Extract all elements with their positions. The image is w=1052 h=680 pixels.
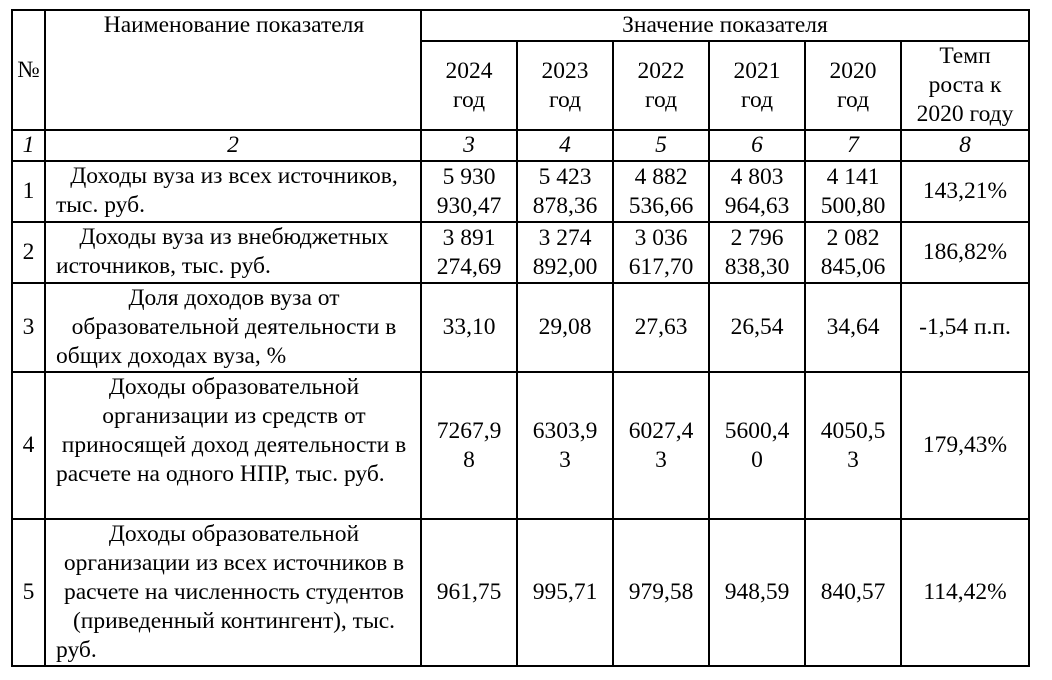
value-cell: 4050,5 3: [805, 372, 901, 519]
row-name: Доходы образовательной организации из средств от приносящей доход деятельности в расчете на одного НПР, тыс. руб.: [45, 372, 421, 519]
column-number: 5: [613, 130, 709, 161]
column-number: 7: [805, 130, 901, 161]
value-cell: 4 141 500,80: [805, 161, 901, 222]
value-cell: 5 930 930,47: [421, 161, 517, 222]
value-cell: 995,71: [517, 519, 613, 666]
header-year-2023: 2023 год: [517, 41, 613, 130]
value-cell: 27,63: [613, 283, 709, 372]
row-number: 5: [12, 519, 45, 666]
value-cell: 4 882 536,66: [613, 161, 709, 222]
value-cell: 2 082 845,06: [805, 222, 901, 283]
header-name: Наименование показателя: [45, 10, 421, 130]
table-row: [12, 222, 1029, 283]
row-number: 3: [12, 283, 45, 372]
value-cell: 7267,9 8: [421, 372, 517, 519]
value-cell: 6027,4 3: [613, 372, 709, 519]
growth-cell: 114,42%: [901, 519, 1029, 666]
row-name: Доля доходов вуза от образовательной деятельности в общих доходах вуза, %: [45, 283, 421, 372]
header-no: №: [12, 10, 45, 130]
value-cell: 4 803 964,63: [709, 161, 805, 222]
growth-cell: -1,54 п.п.: [901, 283, 1029, 372]
header-year-2022: 2022 год: [613, 41, 709, 130]
table-row: [12, 519, 1029, 666]
value-cell: 3 274 892,00: [517, 222, 613, 283]
value-cell: 29,08: [517, 283, 613, 372]
column-number: 1: [12, 130, 45, 161]
column-number: 4: [517, 130, 613, 161]
column-number: 8: [901, 130, 1029, 161]
row-name: Доходы вуза из внебюджетных источников, тыс. руб.: [45, 222, 421, 283]
value-cell: 948,59: [709, 519, 805, 666]
row-number: 2: [12, 222, 45, 283]
table-row: [12, 283, 1029, 372]
header-year-2024: 2024 год: [421, 41, 517, 130]
growth-cell: 179,43%: [901, 372, 1029, 519]
header-year-2021: 2021 год: [709, 41, 805, 130]
row-number: 4: [12, 372, 45, 519]
header-value-group: Значение показателя: [421, 10, 1029, 41]
growth-cell: 143,21%: [901, 161, 1029, 222]
column-number: 3: [421, 130, 517, 161]
value-cell: 6303,9 3: [517, 372, 613, 519]
row-name: Доходы вуза из всех источников, тыс. руб.: [45, 161, 421, 222]
table-row: [12, 372, 1029, 519]
column-numbers-row: [12, 130, 1029, 161]
header-year-2020: 2020 год: [805, 41, 901, 130]
column-number: 6: [709, 130, 805, 161]
indicators-table: [11, 9, 1030, 667]
value-cell: 3 891 274,69: [421, 222, 517, 283]
table-row: [12, 161, 1029, 222]
value-cell: 5600,4 0: [709, 372, 805, 519]
value-cell: 33,10: [421, 283, 517, 372]
value-cell: 979,58: [613, 519, 709, 666]
column-number: 2: [45, 130, 421, 161]
header-row-1: [12, 10, 1029, 41]
value-cell: 26,54: [709, 283, 805, 372]
value-cell: 3 036 617,70: [613, 222, 709, 283]
value-cell: 961,75: [421, 519, 517, 666]
value-cell: 840,57: [805, 519, 901, 666]
value-cell: 2 796 838,30: [709, 222, 805, 283]
row-number: 1: [12, 161, 45, 222]
header-growth: Темп роста к 2020 году: [901, 41, 1029, 130]
value-cell: 34,64: [805, 283, 901, 372]
value-cell: 5 423 878,36: [517, 161, 613, 222]
growth-cell: 186,82%: [901, 222, 1029, 283]
row-name: Доходы образовательной организации из всех источников в расчете на численность студентов (приведенный контингент), тыс. руб.: [45, 519, 421, 666]
